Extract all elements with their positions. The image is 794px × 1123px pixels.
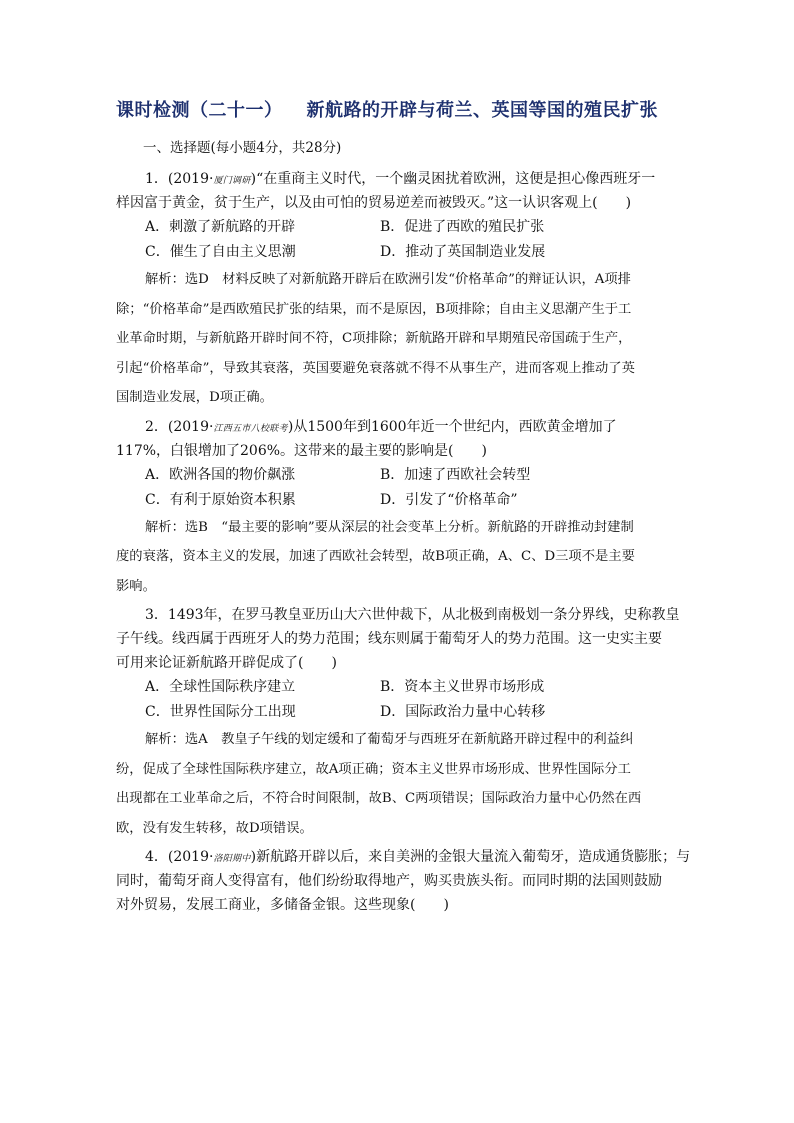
question-number: 2．(2019· xyxy=(145,418,214,435)
analysis-block xyxy=(116,265,681,413)
analysis-line: 解析：选D 材料反映了对新航路开辟后在欧洲引发“价格革命”的辩证认识，A项排 xyxy=(145,272,631,287)
question-3 xyxy=(116,603,681,843)
question-line: 3．1493年，在罗马教皇亚历山大六世仲裁下，从北极到南极划一条分界线，史称教皇 xyxy=(145,607,680,623)
title-part1: 课时检测（二十一） xyxy=(116,100,283,121)
option-a: A．欧洲各国的物价飙涨 xyxy=(145,466,296,483)
analysis-line: 影响。 xyxy=(116,578,156,594)
title-part2: 新航路的开辟与荷兰、英国等国的殖民扩张 xyxy=(306,100,658,121)
analysis-line: 业革命时期，与新航路开辟时间不符，C项排除；新航路开辟和早期殖民帝国疏于生产， xyxy=(116,331,632,346)
options-row xyxy=(116,215,681,240)
option-d: D．推动了英国制造业发展 xyxy=(380,244,546,260)
analysis-line: 除；“价格革命”是西欧殖民扩张的结果，而不是原因，B项排除；自由主义思潮产生于工 xyxy=(116,301,632,317)
question-line: 子午线。线西属于西班牙人的势力范围；线东则属于葡萄牙人的势力范围。这一史实主要 xyxy=(116,631,662,647)
option-d: D．引发了“价格革命” xyxy=(380,491,518,508)
analysis-line: 国制造业发展，D项正确。 xyxy=(116,390,273,405)
analysis-line: 解析：选B “最主要的影响”要从深层的社会变革上分析。新航路的开辟推动封建制 xyxy=(145,519,634,535)
option-c: C．有利于原始资本积累 xyxy=(145,491,296,508)
option-c: C．催生了自由主义思潮 xyxy=(145,244,296,260)
question-line: 样因富于黄金，贫于生产，以及由可怕的贸易逆差而被毁灭。”这一认识客观上( ) xyxy=(116,195,632,211)
page-title xyxy=(116,96,716,122)
question-line: 1．(2019·厦门调研)“在重商主义时代，一个幽灵困扰着欧洲，这便是担心像西班牙一 xyxy=(145,171,656,187)
option-b: B．加速了西欧社会转型 xyxy=(380,466,531,483)
question-line: 同时，葡萄牙商人变得富有，他们纷纷取得地产，购买贵族头衔。而同时期的法国则鼓励 xyxy=(116,873,662,889)
question-number: 4．(2019· xyxy=(145,849,214,865)
question-source: 厦门调研 xyxy=(213,176,251,186)
analysis-line: 解析：选A 教皇子午线的划定缓和了葡萄牙与西班牙在新航路开辟过程中的利益纠 xyxy=(145,732,634,747)
option-b: B．资本主义世界市场形成 xyxy=(380,679,545,695)
analysis-line: 度的衰落，资本主义的发展，加速了西欧社会转型，故B项正确，A、C、D三项不是主要 xyxy=(116,549,635,564)
options-row xyxy=(116,240,681,265)
analysis-line: 欧，没有发生转移，故D项错误。 xyxy=(116,820,313,836)
option-b: B．促进了西欧的殖民扩张 xyxy=(380,219,545,235)
option-c: C．世界性国际分工出现 xyxy=(145,704,296,720)
options-row xyxy=(116,700,681,725)
question-line: 2．(2019·江西五市八校联考)从1500年到1600年近一个世纪内，西欧黄金增加了 xyxy=(145,418,617,435)
options-row xyxy=(116,463,681,488)
option-d: D．国际政治力量中心转移 xyxy=(380,704,546,720)
question-4 xyxy=(116,845,691,917)
analysis-line: 纷，促成了全球性国际秩序建立，故A项正确；资本主义世界市场形成、世界性国际分工 xyxy=(116,761,631,777)
document-body xyxy=(116,136,691,917)
section-heading: 一、选择题(每小题4分，共28分) xyxy=(143,140,342,156)
question-line: 117%，白银增加了206%。这带来的最主要的影响是( ) xyxy=(116,442,487,459)
question-source: 江西五市八校联考 xyxy=(213,423,288,434)
options-row xyxy=(116,488,681,513)
question-line: 可用来论证新航路开辟促成了( ) xyxy=(116,655,337,671)
question-1 xyxy=(116,167,681,413)
analysis-line: 出现都在工业革命之后，不符合时间限制，故B、C两项错误；国际政治力量中心仍然在西 xyxy=(116,791,642,806)
analysis-block xyxy=(116,725,681,843)
question-line: 对外贸易，发展工商业，多储备金银。这些现象( ) xyxy=(116,897,449,913)
question-line: 4．(2019·洛阳期中)新航路开辟以后，来自美洲的金银大量流入葡萄牙，造成通货膨胀；与 xyxy=(145,849,691,865)
question-2 xyxy=(116,415,681,602)
question-source: 洛阳期中 xyxy=(213,854,251,864)
option-a: A．刺激了新航路的开辟 xyxy=(145,219,296,235)
option-a: A．全球性国际秩序建立 xyxy=(145,679,296,695)
options-row xyxy=(116,675,681,700)
question-number: 1．(2019· xyxy=(145,171,214,187)
analysis-line: 引起“价格革命”，导致其衰落，英国要避免衰落就不得不从事生产，进而客观上推动了英 xyxy=(116,360,635,376)
analysis-block xyxy=(116,513,681,602)
